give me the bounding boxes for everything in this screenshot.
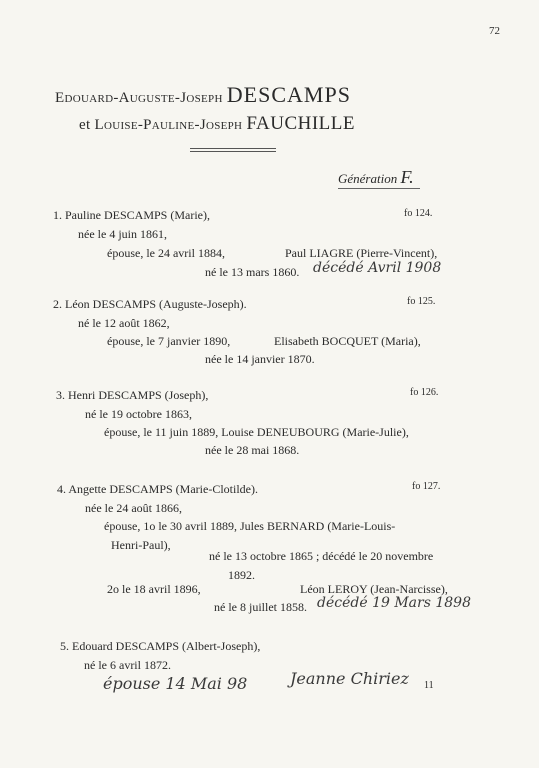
entry-1-spouse-birth: né le 13 mars 1860. bbox=[205, 265, 300, 279]
entry-4-spouse-dates: né le 13 octobre 1865 ; décédé le 20 novembre bbox=[209, 549, 434, 563]
entry-5-birth: né le 6 avril 1872. bbox=[84, 658, 171, 672]
generation-label bbox=[338, 167, 414, 188]
entry-3-spouse-birth: née le 28 mai 1868. bbox=[205, 443, 300, 457]
entry-4-death-year: 1892. bbox=[228, 568, 255, 582]
generation-letter: F. bbox=[400, 167, 414, 187]
entry-4-second-marriage: 2o le 18 avril 1896, bbox=[107, 582, 201, 596]
entry-1-name: 1. Pauline DESCAMPS (Marie), bbox=[53, 208, 210, 222]
title-line-2 bbox=[79, 113, 355, 135]
generation-underline bbox=[338, 188, 420, 189]
title-surname-2: FAUCHILLE bbox=[246, 113, 355, 134]
entry-4-name: 4. Angette DESCAMPS (Marie-Clotilde). bbox=[57, 482, 258, 496]
entry-1-ref: fo 124. bbox=[404, 208, 433, 219]
title-line-1 bbox=[55, 82, 351, 108]
title-surname-1: DESCAMPS bbox=[226, 82, 351, 107]
entry-2-ref: fo 125. bbox=[407, 296, 436, 307]
entry-4-second-spouse-birth: né le 8 juillet 1858. bbox=[214, 600, 307, 614]
entry-2-spouse-birth: née le 14 janvier 1870. bbox=[205, 352, 315, 366]
entry-2-name: 2. Léon DESCAMPS (Auguste-Joseph). bbox=[53, 297, 247, 311]
entry-3-birth: né le 19 octobre 1863, bbox=[85, 407, 192, 421]
entry-2-marriage: épouse, le 7 janvier 1890, bbox=[107, 334, 231, 348]
entry-5-name: 5. Edouard DESCAMPS (Albert-Joseph), bbox=[60, 639, 261, 653]
entry-3-name: 3. Henri DESCAMPS (Joseph), bbox=[56, 388, 209, 402]
entry-5-handwritten-marriage: épouse 14 Mai 98 bbox=[103, 674, 248, 693]
entry-4-second-spouse: Léon LEROY (Jean-Narcisse), bbox=[300, 582, 448, 596]
entry-5-mark: 11 bbox=[424, 680, 434, 691]
title-divider-top bbox=[190, 148, 276, 149]
title-conjunction: et bbox=[79, 117, 91, 133]
entry-1-spouse: Paul LIAGRE (Pierre-Vincent), bbox=[285, 246, 438, 260]
generation-word: Génération bbox=[338, 171, 398, 186]
entry-1-handwritten-note: décédé Avril 1908 bbox=[313, 260, 442, 276]
entry-4-ref: fo 127. bbox=[412, 481, 441, 492]
page-number: 72 bbox=[489, 25, 500, 37]
entry-1-marriage: épouse, le 24 avril 1884, bbox=[107, 246, 225, 260]
entry-1-birth: née le 4 juin 1861, bbox=[78, 227, 167, 241]
title-given-names-2: Louise-Pauline-Joseph bbox=[94, 117, 243, 133]
entry-3-marriage: épouse, le 11 juin 1889, Louise DENEUBOURG (Marie-Julie), bbox=[104, 425, 409, 439]
entry-4-handwritten-note: décédé 19 Mars 1898 bbox=[317, 595, 471, 611]
title-given-names-1: Edouard-Auguste-Joseph bbox=[55, 90, 223, 106]
entry-5-handwritten-spouse: Jeanne Chiriez bbox=[290, 669, 409, 688]
entry-4-first-marriage: épouse, 1o le 30 avril 1889, Jules BERNARD (Marie-Louis- bbox=[104, 519, 396, 533]
entry-4-birth: née le 24 août 1866, bbox=[85, 501, 182, 515]
title-divider-bottom bbox=[190, 151, 276, 152]
entry-2-spouse: Elisabeth BOCQUET (Maria), bbox=[274, 334, 421, 348]
entry-3-ref: fo 126. bbox=[410, 387, 439, 398]
entry-2-birth: né le 12 août 1862, bbox=[78, 316, 170, 330]
entry-4-spouse-names-cont: Henri-Paul), bbox=[111, 538, 171, 552]
